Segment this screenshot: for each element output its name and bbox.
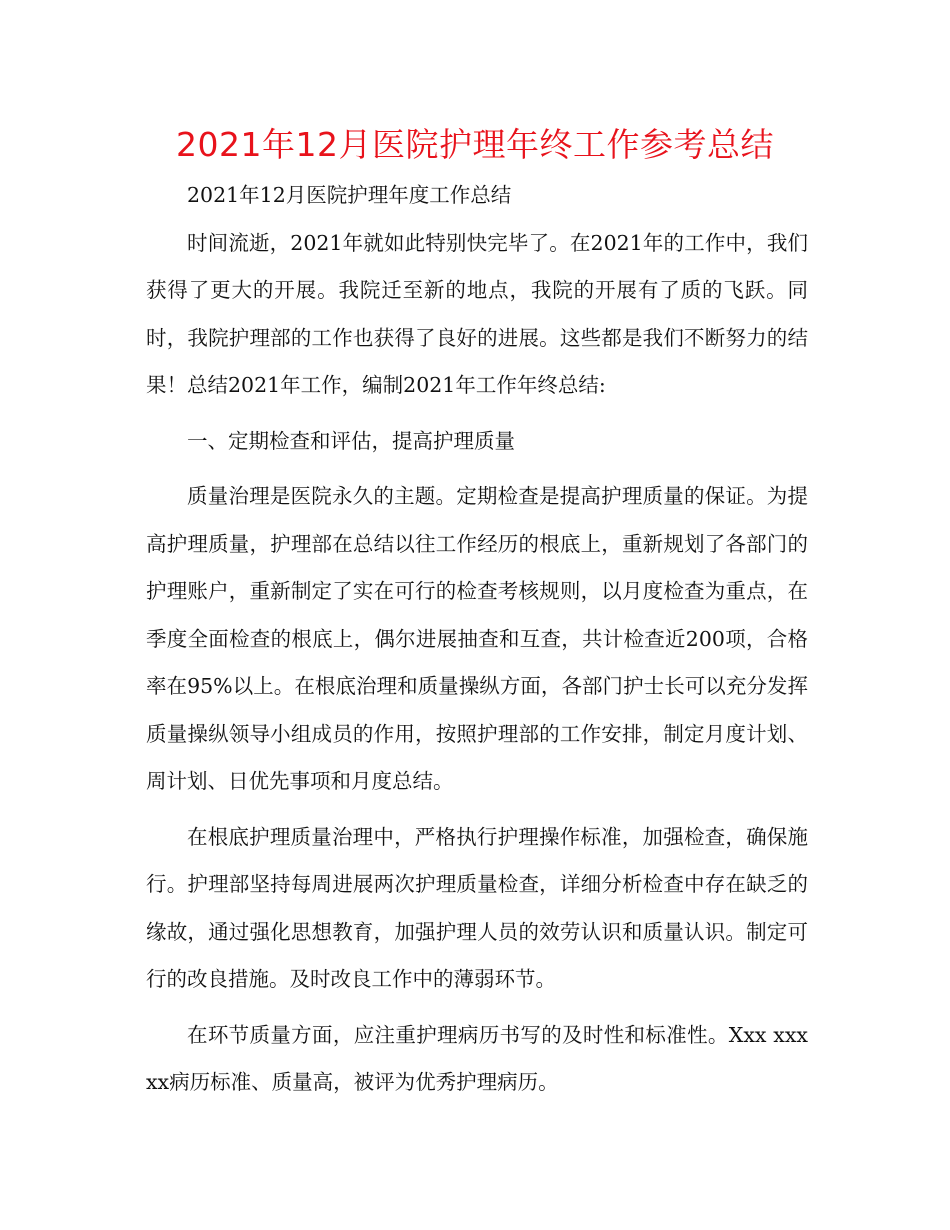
- paragraph-intro: 时间流逝，2021年就如此特别快完毕了。在2021年的工作中，我们获得了更大的开展。我院迁至新的地点，我院的开展有了质的飞跃。同时，我院护理部的工作也获得了良好的进展。这些都是我们不断努力的结果！总结2021年工作，编制2021年工作年终总结:: [146, 230, 808, 397]
- document-subtitle: 2021年12月医院护理年度工作总结: [187, 183, 512, 207]
- paragraph-link-quality: 在环节质量方面，应注重护理病历书写的及时性和标准性。Xxx xxx xx病历标准、质量高，被评为优秀护理病历。: [146, 1022, 808, 1094]
- document-title: 2021年12月医院护理年终工作参考总结: [176, 125, 774, 164]
- section-heading-1: 一、定期检查和评估，提高护理质量: [187, 428, 515, 453]
- document-body: [146, 172, 808, 1115]
- paragraph-basic-nursing: 在根底护理质量治理中，严格执行护理操作标准，加强检查，确保施行。护理部坚持每周进展两次护理质量检查，详细分析检查中存在缺乏的缘故，通过强化思想教育，加强护理人员的效劳认识和质量认识。制定可行的改良措施。及时改良工作中的薄弱环节。: [146, 824, 808, 991]
- paragraph-quality-management: 质量治理是医院永久的主题。定期检查是提高护理质量的保证。为提高护理质量，护理部在总结以往工作经历的根底上，重新规划了各部门的护理账户，重新制定了实在可行的检查考核规则，以月度检查为重点，在季度全面检查的根底上，偶尔进展抽查和互查，共计检查近200项，合格率在95%以上。在根底治理和质量操纵方面，各部门护士长可以充分发挥质量操纵领导小组成员的作用，按照护理部的工作安排，制定月度计划、周计划、日优先事项和月度总结。: [146, 484, 808, 793]
